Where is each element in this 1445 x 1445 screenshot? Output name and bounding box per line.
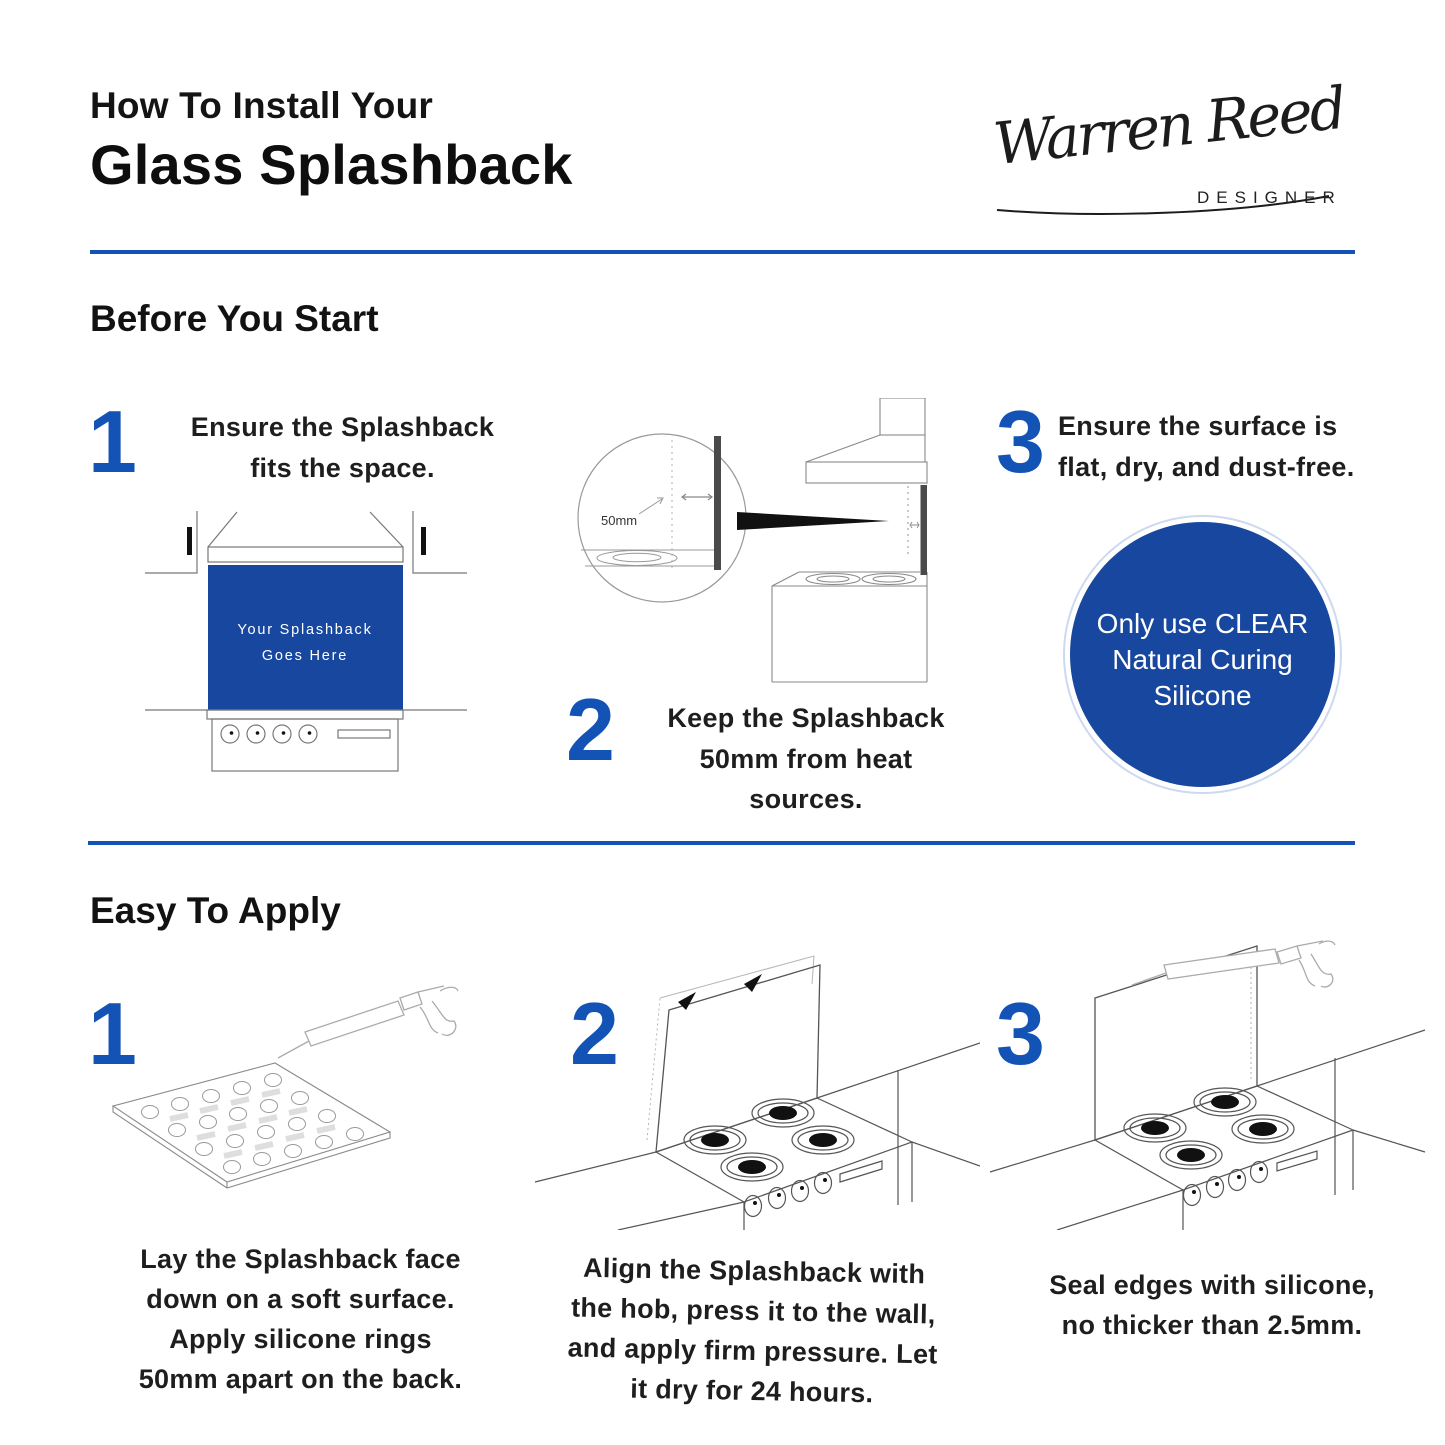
magnifier-pointer-wedge bbox=[737, 512, 889, 530]
apply-step3-line2: no thicker than 2.5mm. bbox=[1061, 1309, 1363, 1340]
apply-step2-number: 2 bbox=[570, 984, 619, 1083]
align-splashback-illustration bbox=[530, 940, 980, 1230]
dimension-label: 50mm bbox=[601, 513, 638, 528]
apply-step2-line4: it dry for 24 hours. bbox=[630, 1373, 874, 1409]
before-step1-number: 1 bbox=[88, 392, 137, 491]
splashback-fit-illustration bbox=[140, 503, 480, 793]
splashback-edge-bar bbox=[921, 485, 928, 575]
before-step1-line2: fits the space. bbox=[250, 452, 435, 483]
section-divider bbox=[88, 841, 1355, 845]
brand-logo bbox=[985, 70, 1345, 230]
section-heading-before: Before You Start bbox=[90, 298, 379, 339]
before-step3-text bbox=[1058, 406, 1438, 487]
silicone-note-line3: Silicone bbox=[1153, 679, 1252, 711]
before-step1-line1: Ensure the Splashback bbox=[190, 412, 495, 442]
apply-step1-line1: Lay the Splashback face bbox=[140, 1244, 461, 1274]
apply-step1-number: 1 bbox=[88, 984, 137, 1083]
before-step2-number: 2 bbox=[566, 680, 615, 779]
apply-step2-caption bbox=[517, 1248, 990, 1417]
silicone-note-line1: Only use CLEAR bbox=[1096, 608, 1309, 639]
apply-step2-line2: the hob, press it to the wall, bbox=[570, 1292, 936, 1330]
apply-step1-line4: 50mm apart on the back. bbox=[138, 1363, 463, 1394]
press-arrow-icon-1 bbox=[678, 992, 696, 1010]
apply-step3-line1: Seal edges with silicone, bbox=[1049, 1270, 1375, 1300]
cabinet-handle-right bbox=[421, 527, 426, 555]
wall-cabinets bbox=[145, 511, 467, 573]
side-view-drawing bbox=[772, 398, 927, 682]
apply-step2-line1: Align the Splashback with bbox=[582, 1252, 926, 1290]
apply-step1-line2: down on a soft surface. bbox=[146, 1283, 455, 1314]
seal-edges-illustration bbox=[985, 940, 1440, 1230]
cooker-hood bbox=[208, 512, 403, 562]
before-step3-line2: flat, dry, and dust-free. bbox=[1058, 451, 1355, 482]
apply-step3-number: 3 bbox=[996, 984, 1045, 1083]
soft-surface-dashes bbox=[170, 1091, 335, 1156]
caulking-gun-icon bbox=[278, 986, 458, 1058]
before-step3-line1: Ensure the surface is bbox=[1058, 411, 1338, 441]
cabinet-handle-left bbox=[187, 527, 192, 555]
apply-step1-caption bbox=[68, 1240, 533, 1400]
panel-outline bbox=[113, 1063, 390, 1188]
clearance-detail-illustration bbox=[565, 398, 965, 713]
before-step2-text bbox=[636, 698, 976, 820]
hob-drawing bbox=[535, 1043, 980, 1230]
apply-step2-line3: and apply firm pressure. Let bbox=[567, 1332, 938, 1370]
apply-step3-caption bbox=[982, 1266, 1442, 1346]
page-title-line1: How To Install Your bbox=[90, 85, 433, 126]
before-step1-text bbox=[150, 407, 535, 488]
before-step2-line1: Keep the Splashback bbox=[667, 703, 945, 733]
before-step2-line2: 50mm from heat bbox=[699, 743, 913, 774]
splashback-placeholder-line2: Goes Here bbox=[261, 648, 349, 664]
hob-drawing-2 bbox=[990, 1030, 1425, 1230]
cooker bbox=[145, 710, 467, 771]
silicone-note-badge bbox=[1070, 522, 1335, 787]
header-divider bbox=[90, 250, 1355, 254]
logo-signature-text: Warren Reed bbox=[990, 73, 1347, 179]
before-step2-line3: sources. bbox=[749, 784, 863, 814]
before-step3-number: 3 bbox=[996, 392, 1045, 491]
silicone-note-line2: Natural Curing bbox=[1112, 643, 1293, 675]
apply-step1-line3: Apply silicone rings bbox=[169, 1323, 432, 1354]
section-heading-apply: Easy To Apply bbox=[90, 890, 341, 931]
splashback-placeholder-line1: Your Splashback bbox=[237, 622, 373, 638]
logo-subtitle: DESIGNER bbox=[1197, 188, 1342, 207]
caulking-gun-icon-2 bbox=[1132, 941, 1335, 987]
page-title-line2: Glass Splashback bbox=[90, 133, 573, 196]
silicone-rings bbox=[142, 1074, 364, 1174]
silicone-rings-illustration bbox=[100, 985, 530, 1200]
